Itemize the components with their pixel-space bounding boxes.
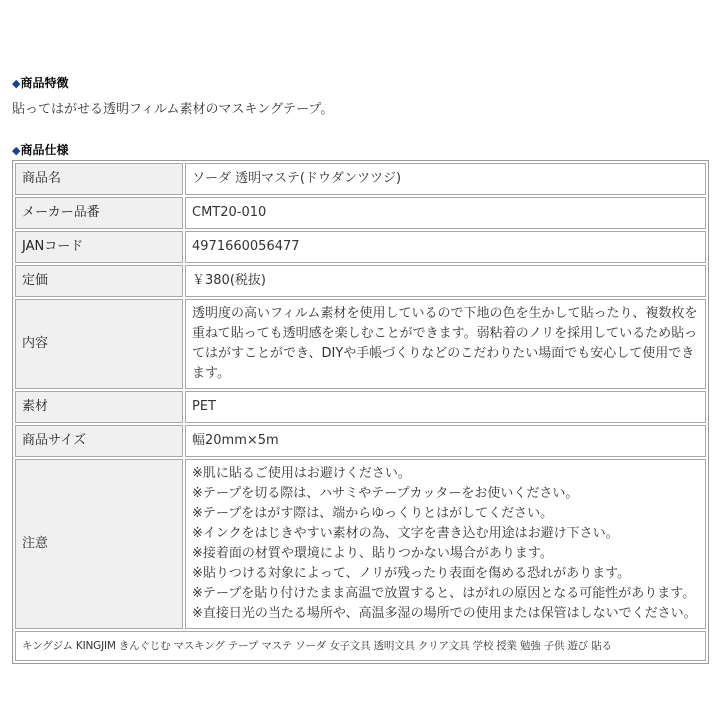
spec-label: JANコード xyxy=(15,231,183,263)
table-row xyxy=(15,631,706,661)
note-line: ※インクをはじきやすい素材の為、文字を書き込む用途はお避け下さい。 xyxy=(192,526,619,541)
spec-heading xyxy=(12,143,68,157)
spec-value: 幅20mm×5m xyxy=(185,425,706,457)
feature-text: 貼ってはがせる透明フィルム素材のマスキングテープ。 xyxy=(12,102,334,117)
note-line: ※貼りつける対象によって、ノリが残ったり表面を傷める恐れがあります。 xyxy=(192,566,631,581)
notes-list xyxy=(185,459,706,629)
spec-label: 内容 xyxy=(15,299,183,389)
table-row xyxy=(15,197,706,229)
diamond-bullet-icon: ◆ xyxy=(12,77,21,90)
note-line: ※テープを切る際は、ハサミやテープカッターをお使いください。 xyxy=(192,486,579,501)
note-line: ※肌に貼るご使用はお避けください。 xyxy=(192,466,411,481)
note-line: ※テープを貼り付けたまま高温で放置すると、はがれの原因となる可能性があります。 xyxy=(192,586,696,601)
spec-label: 素材 xyxy=(15,391,183,423)
table-row xyxy=(15,391,706,423)
spec-value: 4971660056477 xyxy=(185,231,706,263)
spec-value: CMT20-010 xyxy=(185,197,706,229)
note-line: ※直接日光の当たる場所や、高温多湿の場所での使用または保管はしないでください。 xyxy=(192,606,697,621)
table-row xyxy=(15,265,706,297)
table-row xyxy=(15,231,706,263)
spec-value: ソーダ 透明マステ(ドウダンツツジ) xyxy=(185,163,706,195)
table-row xyxy=(15,299,706,389)
keywords-text: キングジム KINGJIM きんぐじむ マスキング テープ マステ ソーダ 女子文具 透明文具 クリア文具 学校 授業 勉強 子供 遊び 貼る xyxy=(15,631,706,661)
spec-label: メーカー品番 xyxy=(15,197,183,229)
table-row xyxy=(15,459,706,629)
spec-value: ￥380(税抜) xyxy=(185,265,706,297)
table-row xyxy=(15,425,706,457)
feature-heading-text: 商品特徴 xyxy=(20,76,69,90)
notes-label: 注意 xyxy=(15,459,183,629)
spec-label: 商品サイズ xyxy=(15,425,183,457)
spec-value: 透明度の高いフィルム素材を使用しているので下地の色を生かして貼ったり、複数枚を重ねて貼っても透明感を楽しむことができます。弱粘着のノリを採用しているため貼ってはがすことができ、DIYや手帳づくりなどのこだわりたい場面でも安心して使用できます。 xyxy=(185,299,706,389)
spec-value: PET xyxy=(185,391,706,423)
table-row xyxy=(15,163,706,195)
spec-label: 定価 xyxy=(15,265,183,297)
spec-heading-text: 商品仕様 xyxy=(20,143,69,157)
note-line: ※テープをはがす際は、端からゆっくりとはがしてください。 xyxy=(192,506,554,521)
diamond-bullet-icon: ◆ xyxy=(12,144,21,157)
spec-table xyxy=(12,160,709,664)
feature-heading xyxy=(12,76,68,90)
note-line: ※接着面の材質や環境により、貼りつかない場合があります。 xyxy=(192,546,553,561)
spec-label: 商品名 xyxy=(15,163,183,195)
